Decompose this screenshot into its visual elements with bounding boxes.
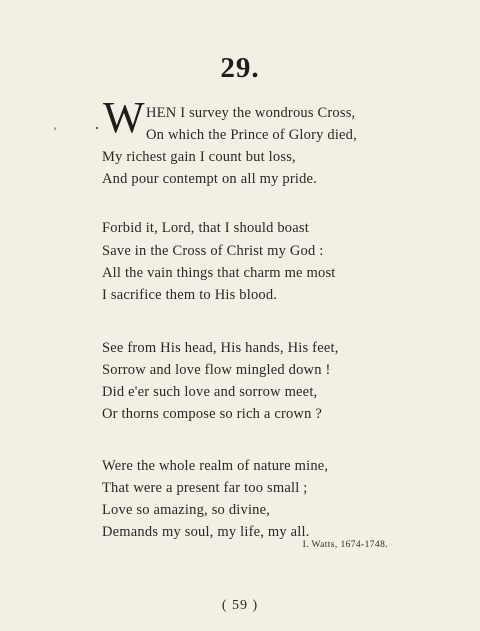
hymn-number: 29. xyxy=(220,52,260,84)
stanza-4-line-3: Love so amazing, so divine, xyxy=(102,502,271,518)
stanza-3-line-2: Sorrow and love flow mingled down ! xyxy=(102,362,331,378)
margin-mark: ' xyxy=(54,124,57,138)
stanza-2-line-3: All the vain things that charm me most xyxy=(102,265,336,281)
stanza-2-line-1: Forbid it, Lord, that I should boast xyxy=(102,220,309,236)
stanza-4-line-1: Were the whole realm of nature mine, xyxy=(102,458,329,474)
stanza-1-line-2: On which the Prince of Glory died, xyxy=(146,127,357,143)
stanza-3-line-4: Or thorns compose so rich a crown ? xyxy=(102,406,323,422)
author-attribution: I. Watts, 1674-1748. xyxy=(302,540,388,550)
stanza-1-line-3: My richest gain I count but loss, xyxy=(102,149,296,165)
stanza-2-line-4: I sacrifice them to His blood. xyxy=(102,287,278,303)
page-number: ( 59 ) xyxy=(221,598,259,613)
stanza-3-line-1: See from His head, His hands, His feet, xyxy=(102,340,339,356)
stanza-3-line-3: Did e'er such love and sorrow meet, xyxy=(102,384,318,400)
margin-dot xyxy=(96,127,98,129)
stanza-1-line-1: HEN I survey the wondrous Cross, xyxy=(146,105,356,121)
stanza-4-line-4: Demands my soul, my life, my all. xyxy=(102,524,310,540)
stanza-4-line-2: That were a present far too small ; xyxy=(102,480,308,496)
drop-cap: W xyxy=(103,93,145,142)
stanza-1-line-4: And pour contempt on all my pride. xyxy=(102,171,317,187)
stanza-2-line-2: Save in the Cross of Christ my God : xyxy=(102,243,324,259)
